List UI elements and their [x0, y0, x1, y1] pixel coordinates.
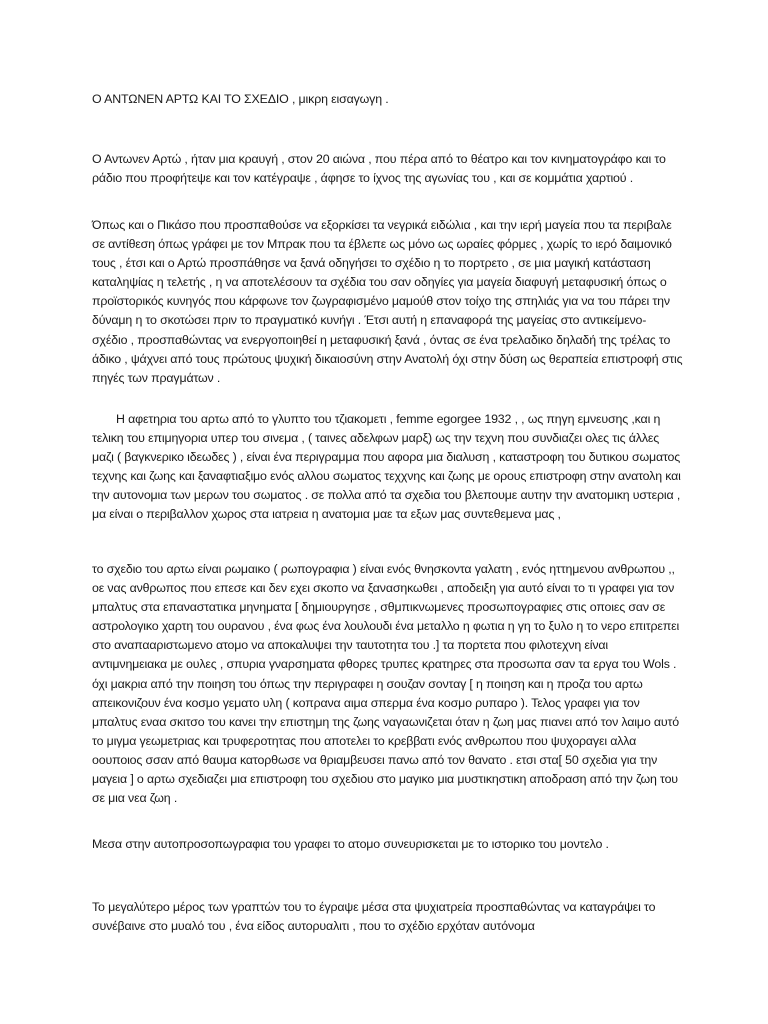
- paragraph-giacometti: Η αφετηρια του αρτω από το γλυπτο του τζιακομετι , femme egorgee 1932 , , ως πηγη εμνευσης ,και η τελικη του επιμηγορια υπερ του σινεμα , ( ταινες αδελφων μαρξ) ως την τεχνη που συνδιαζει ολες τις άλλες μαζι ( βαγκνερικο ιδεωδες ) , είναι ένα περιγραμμα που αφορα μια διαλυση , καταστροφη του δυτικου σωματος τεχνης και ζωης και ξαναφτιαξιμο ενός αλλου σωματος τεχχνης και ζωης με ορους επιστροφη στην ανατολη και την αυτονομια των μερων του σωματος . σε πολλα από τα σχεδια του βλεπουμε αυτην την ανατομικη υστερια , μα είναι ο περιβαλλον χωρος στα ιατρεια η ανατομια μαε τα εξων μας συντεθεμενα μας ,: [92, 412, 681, 522]
- paragraph-self-portrait: Μεσα στην αυτοπροσοπωγραφια του γραφει το ατομο συνευρισκεται με το ιστορικο του μοντελο .: [92, 837, 609, 851]
- paragraph-picasso: Όπως και ο Πικάσο που προσπαθούσε να εξορκίσει τα νεγρικά ειδώλια , και την ιερή μαγεία που τα περιβαλε σε αντίθεση όπως γράφει με τον Μπρακ που τα έβλεπε ως μόνο ως ωραίες φόρμες , χωρίς το ιερό δαιμονικό τους , έτσι και ο Αρτώ προσπάθησε να ξανά οδηγήσει το σχέδιο η το πορτρετο , σε μια μαγική κατάσταση καταληψίας η τελετής , η να αποτελέσουν τα σχέδια του σαν οδηγίες για μαγεία διαφυγή μεταφυσική όπως ο προϊστορικός κυνηγός που κάρφωνε τον ζωγραφισμένο μαμούθ στον τοίχο της σπηλιάς για να του πάρει την δύναμη η το σκοτώσει πριν το πραγματικό κυνήγι . Έτσι αυτή η επαναφορά της μαγείας στο αντικείμενο- σχέδιο , προσπαθώντας να ενεργοποιηθεί η μεταφυσική ξανά , όντας σε ένα τρελαδικο δηλαδή της τρέλας το άδικο , ψάχνει από τους πρώτους ψυχική δικαιοσύνη στην Ανατολή όχι στην δύση ως θεραπεία επιστροφή στις πηγές των πραγμάτων .: [92, 218, 683, 385]
- paragraph-asylum-writings: Το μεγαλύτερο μέρος των γραπτών του το έγραψε μέσα στα ψυχιατρεία προσπαθώντας να καταγράψει το συνέβαινε στο μυαλό του , ένα είδος αυτορυαλιτι , που το σχέδιο ερχόταν αυτόνομα: [92, 900, 656, 934]
- paragraph-intro: Ο Αντωνεν Αρτώ , ήταν μια κραυγή , στον 20 αιώνα , που πέρα από το θέατρο και τον κινηματογράφο και το ράδιο που προφήτεψε και τον κατέγραψε , άφησε το ίχνος της αγωνίας του , και σε κομμάτια χαρτιού .: [92, 152, 666, 186]
- paragraph-roman-drawing: το σχεδιο του αρτω είναι ρωμαικο ( ρωπογραφια ) είναι ενός θνησκοντα γαλατη , ενός ηττημενου ανθρωπου ,, οε νας ανθρωπος που επεσε και δεν εχει σκοπο να ξανασηκωθει , αποδειξη για αυτό είναι το τι γραφει για τον μπαλτυς στα επαναστατικα μηνηματα [ δημιουργησε , σθμπικνωμενες προσωπογραφιες στις οποιες σαν σε αστρολογικο χαρτη του ουρανου , ένα φως ένα λουλουδι ένα μεταλλο η φωτια η γη το ξυλο η το νερο επιτρεπει στο αναπααριστωμενο ατομο να αποκαλυψει την ταυτοτητα του .] τα πορτετα που φιλοτεχνη είναι αντιμνημειακα με ουλες , σπυρια γναρσηματα φθορες τρυπες κρατηρες στα προσωπα σαν τα εργα του Wols . όχι μακρια από την ποιηση του όπως την περιγραφει η σουζαν σονταγ [ η ποιηση και η προζα του αρτω απεικονιζουν ένα κοσμο γεματο υλη ( κοπρανα αιμα σπερμα ένα κοσμο ρυπαρο ). Τελος γραφει για τον μπαλτυς εναα σκιτσο του κανει την επιστημη της ζωης ναγαωνιζεται όταν η ζωη μας πιανει από τον λαιμο αυτό το μιγμα γεωμετριας και τρυφεροτητας που αποτελει το κρεββατι ενός ανθρωπου που ψυχοραγει αλλα οουποιος σσαν από θαυμα κατορθωσε να θριαμβευσει πανω από τον θανατο . ετσι στα[ 50 σχεδια για την μαγεια ] ο αρτω σχεδιαζει μια επιστροφη του σχεδιου στο μαγικο μια μυστικηστικη αποδραση από την ζωη του σε μια νεα ζωη .: [92, 562, 680, 806]
- document-title: Ο ΑΝΤΩΝΕΝ ΑΡΤΩ ΚΑΙ ΤΟ ΣΧΕΔΙΟ , μικρη εισαγωγη .: [92, 92, 389, 106]
